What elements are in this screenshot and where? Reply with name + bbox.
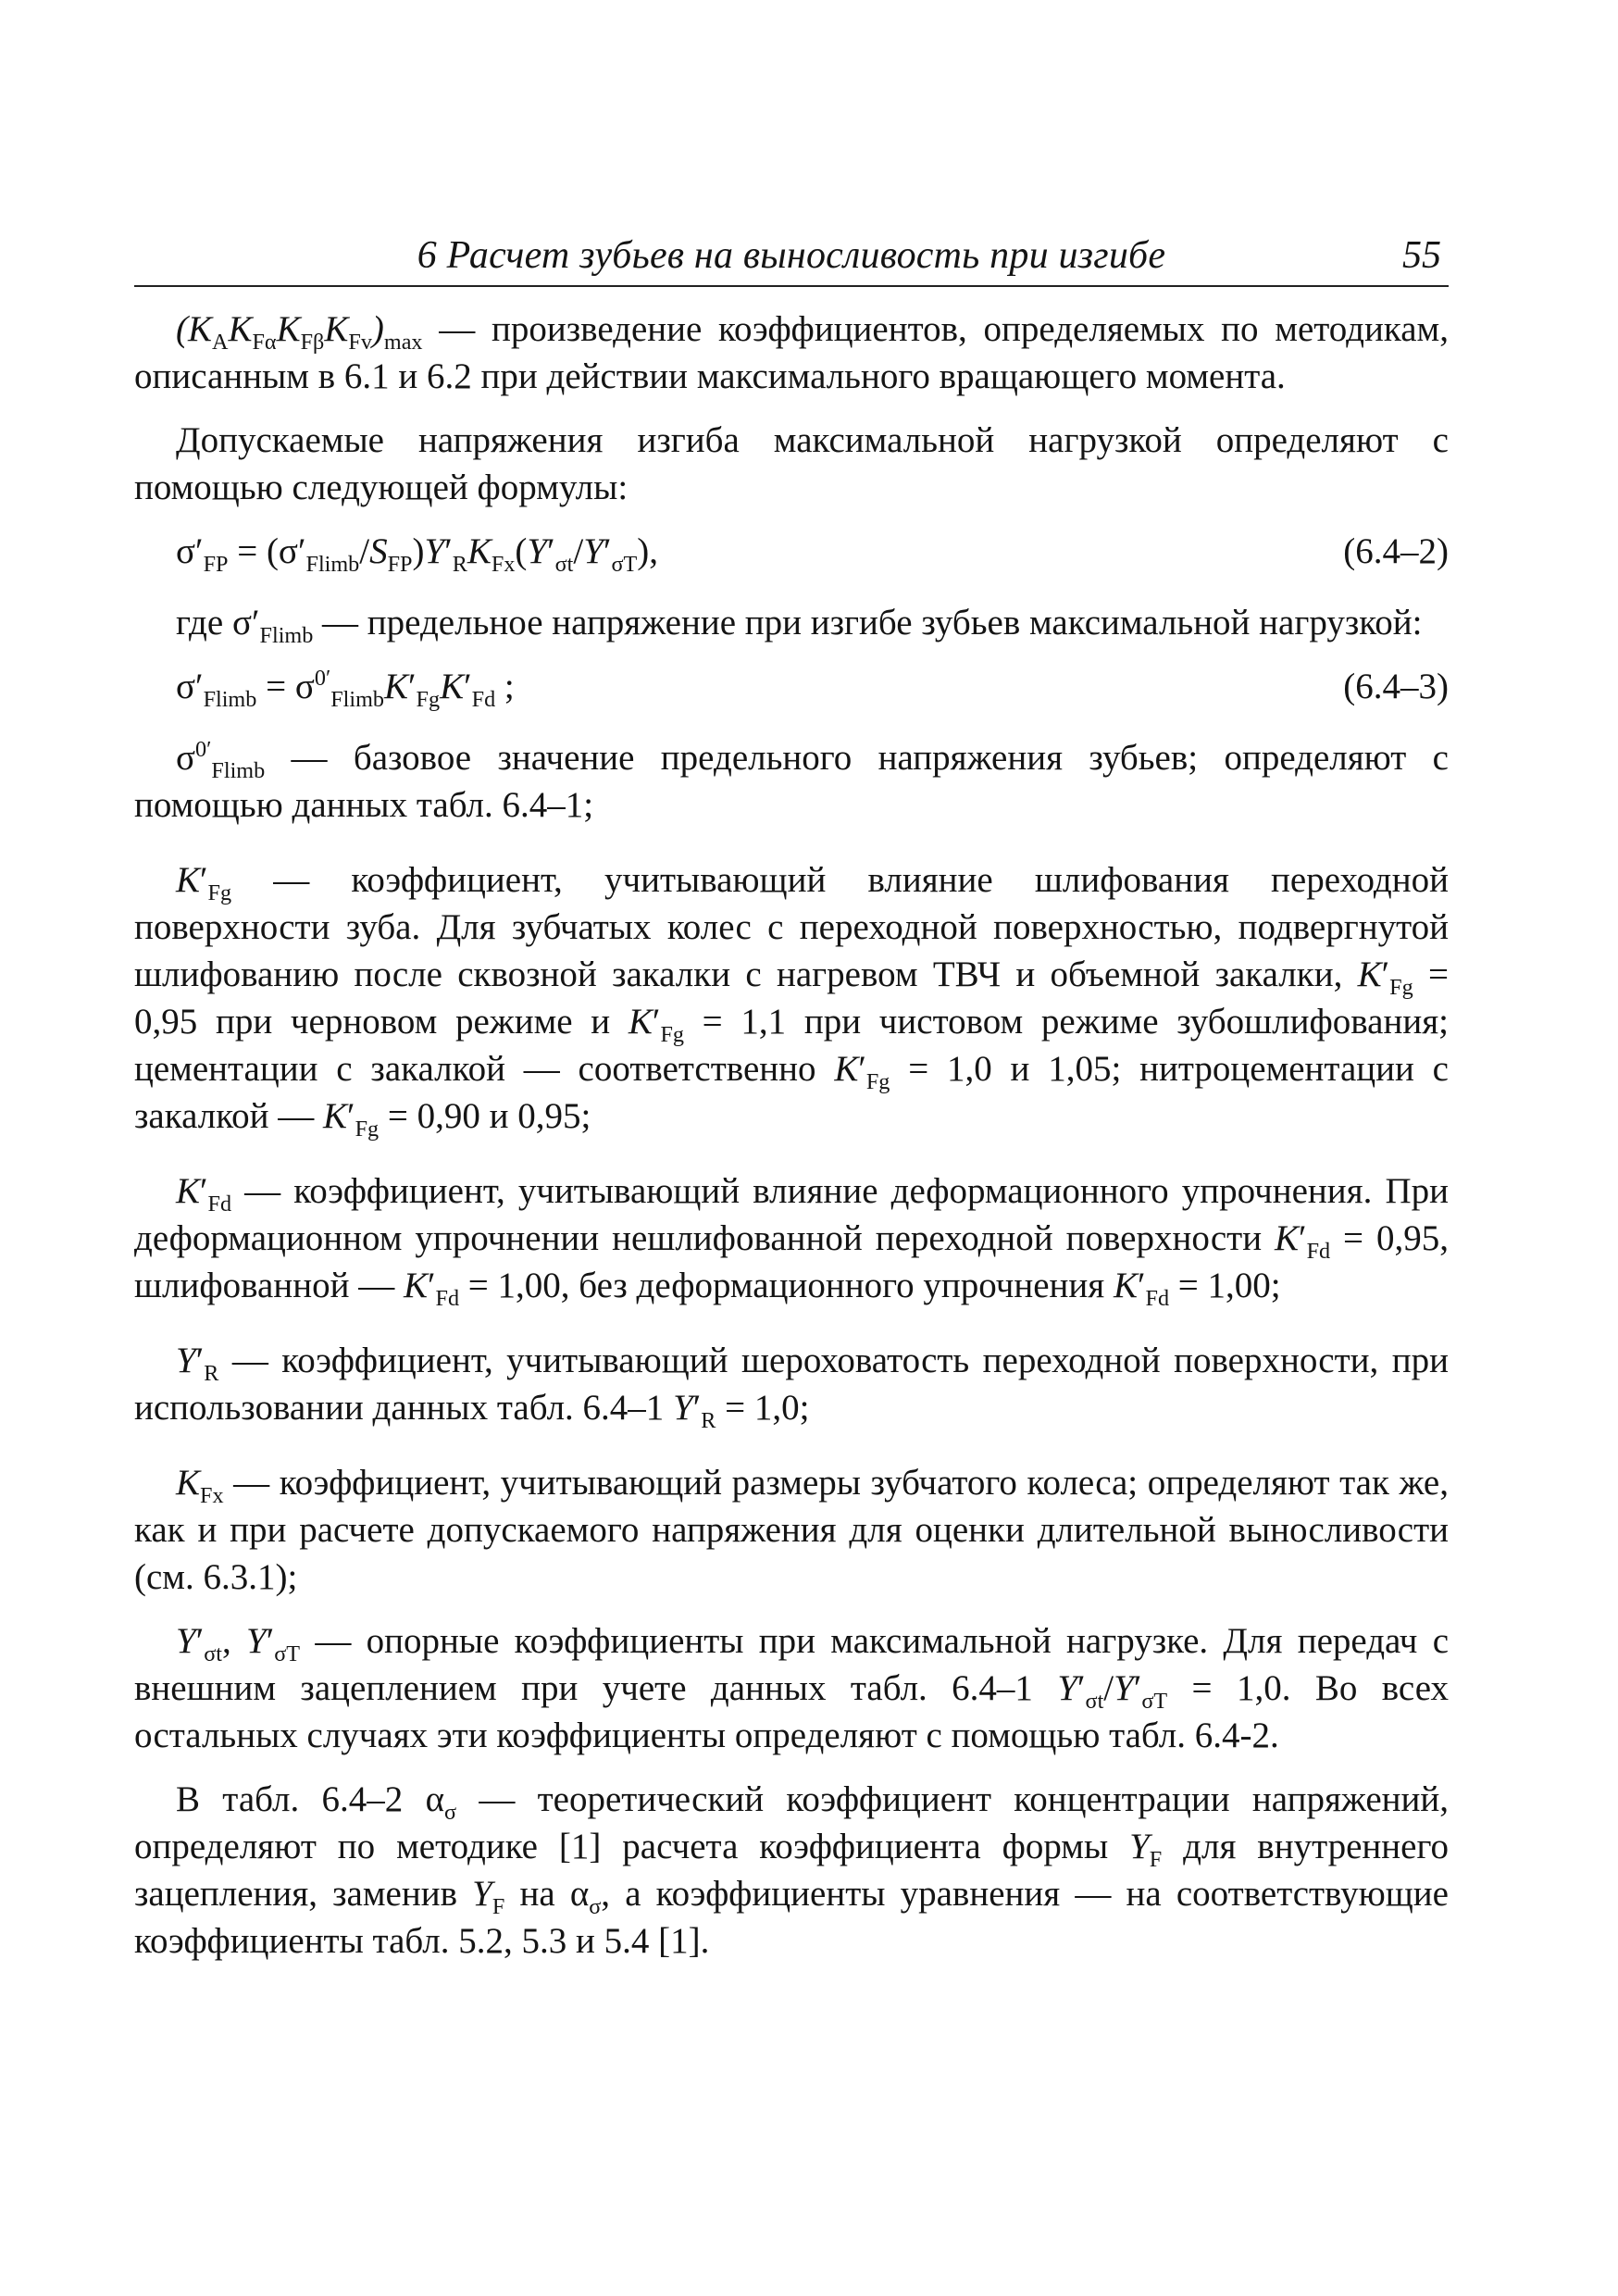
- paragraph-ysigma-definition: $Y'_{\sigma t}$, $Y'_{\sigma T}$ — опорные коэффициенты при максимальной нагрузке. Для передач с внешним зацеплением при учете данных табл. 6.4–1 $Y'_{\sigma t}/Y'_{\sigma T} = 1,0$. Во всех остальных случаях эти коэффициенты определяют с помощью табл. 6.4-2.: [134, 1621, 1450, 1755]
- paragraph-kfx-definition: $K_{Fx}$ — коэффициент, учитывающий размеры зубчатого колеса; определяют так же, как и при расчете допускаемого напряжения для оценки длительной выносливости (см. 6.3.1);: [134, 1463, 1449, 1597]
- page-header: [134, 230, 1449, 287]
- equation-6-4-3-number: (6.4–3): [1343, 667, 1449, 706]
- paragraph-kamax-definition: $(K_AK_{F\alpha}K_{F\beta}K_{Fv})_{max}$ — произведение коэффициентов, определяемых по методикам, описанным в 6.1 и 6.2 при действии максимального вращающего момента.: [134, 309, 1449, 396]
- paragraph-sigma0-definition: $\sigma^{0'}_{Flimb}$ — базовое значение предельного напряжения зубьев; определяют с помощью данных табл. 6.4–1;: [134, 737, 1449, 825]
- paragraph-kfg-definition: $K'_{Fg}$ — коэффициент, учитывающий влияние шлифования переходной поверхности зуба. Для зубчатых колес с переходной поверхностью, подвергнутой шлифованию после сквозной закалки с нагревом ТВЧ и объемной закалки, $K'_{Fg} = 0,95$ при черновом режиме и $K'_{Fg} = 1,1$ при чистовом режиме зубошлифования; цементации с закалкой — соответственно $K'_{Fg} = 1,0$ и 1,05; нитроцементации с закалкой — $K'_{Fg} = 0,90$ и 0,95;: [134, 860, 1449, 1142]
- formula-kfg: $K'_{Fg}$: [176, 860, 232, 905]
- equation-6-4-2-number: (6.4–2): [1343, 531, 1449, 571]
- formula-sigma0-flimb: $\sigma^{0'}_{Flimb}$: [176, 737, 266, 783]
- formula-ysigma: $Y'_{\sigma t}$, $Y'_{\sigma T}$: [176, 1621, 301, 1666]
- equation-6-4-2-formula: $\sigma'_{FP} = (\sigma'_{Flimb}/S_{FP})Y'_RK_{Fx}(Y'_{\sigma t}/Y'_{\sigma T})$,: [176, 531, 659, 577]
- paragraph-yr-definition: $Y'_R$ — коэффициент, учитывающий шероховатость переходной поверхности, при использовании данных табл. 6.4–1 $Y'_R = 1,0$;: [134, 1341, 1449, 1433]
- equation-6-4-3: [134, 663, 1449, 710]
- formula-kfd: $K'_{Fd}$: [176, 1171, 232, 1217]
- formula-kfx: $K_{Fx}$: [176, 1463, 224, 1508]
- equation-6-4-3-formula: $\sigma'_{Flimb} = \sigma^{0'}_{Flimb}K'_{Fg}K'_{Fd}$ ;: [176, 666, 515, 712]
- running-title: 6 Расчет зубьев на выносливость при изгибе: [417, 234, 1166, 277]
- formula-ka-product: $(K_AK_{F\alpha}K_{F\beta}K_{Fv})_{max}$: [176, 309, 423, 355]
- equation-6-4-2: [134, 528, 1449, 575]
- paragraph-sigma-flimb-definition: где $\sigma'_{Flimb}$ — предельное напряжение при изгибе зубьев максимальной нагрузкой:: [176, 603, 1423, 648]
- body-text: [134, 306, 1449, 1981]
- paragraph-allowable-stress-intro: Допускаемые напряжения изгиба максимальной нагрузкой определяют с помощью следующей формулы:: [134, 420, 1449, 507]
- paragraph-kfd-definition: $K'_{Fd}$ — коэффициент, учитывающий влияние деформационного упрочнения. При деформационном упрочнении нешлифованной переходной поверхности $K'_{Fd} = 0,95$, шлифованной — $K'_{Fd} = 1,00$, без деформационного упрочнения $K'_{Fd} = 1,00$;: [134, 1171, 1449, 1311]
- formula-sigma-flimb: $\sigma'_{Flimb}$: [231, 603, 314, 648]
- paragraph-alpha-sigma-note: В табл. 6.4–2 $\alpha_\sigma$ — теоретический коэффициент концентрации напряжений, определяют по методике [1] расчета коэффициента формы $Y_F$ для внутреннего зацепления, заменив $Y_F$ на $\alpha_\sigma$, а коэффициенты уравнения — на соответствующие коэффициенты табл. 5.2, 5.3 и 5.4 [1].: [134, 1779, 1449, 1961]
- page-number: 55: [1402, 234, 1441, 277]
- formula-yr: $Y'_R$: [176, 1341, 219, 1386]
